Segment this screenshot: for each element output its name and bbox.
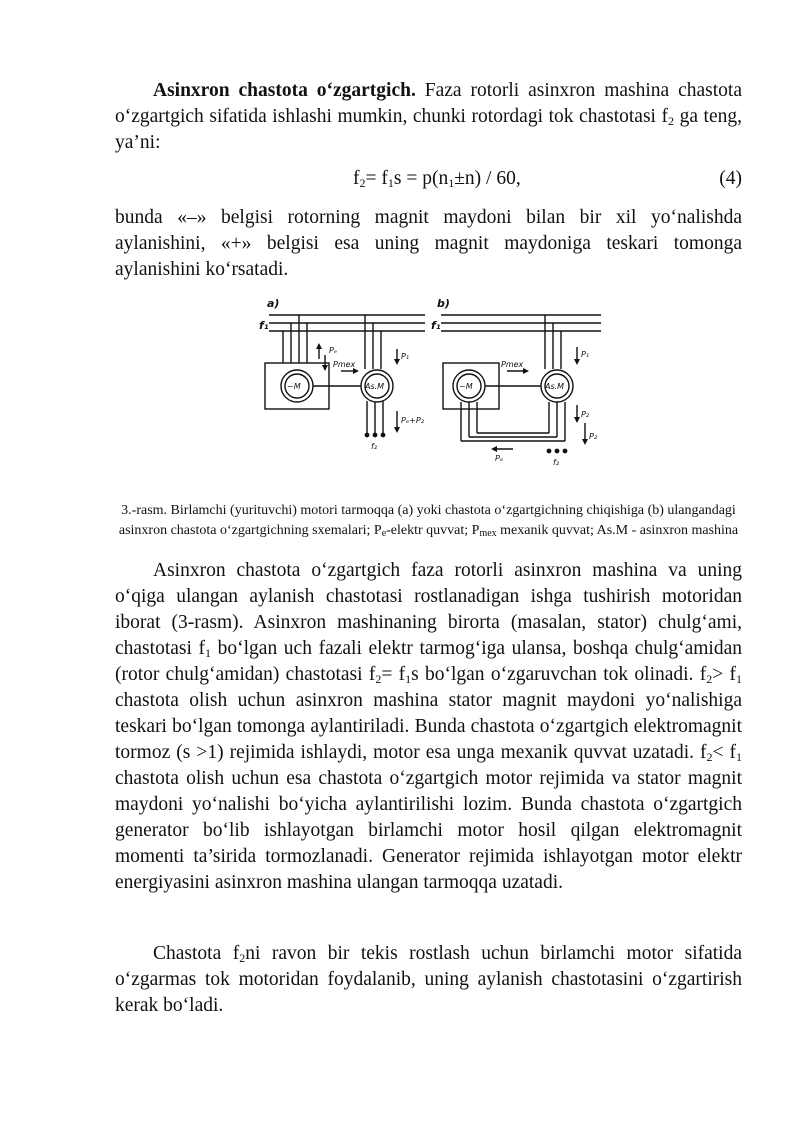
pmex-label-a: Pmex	[333, 360, 356, 369]
motor-label-b: ~M	[459, 382, 473, 391]
f2-label-a: f₂	[371, 442, 378, 451]
circuit-diagram-figure	[255, 293, 607, 473]
f1-label-a: f₁	[259, 319, 269, 332]
f1-label-b: f₁	[431, 319, 441, 332]
paragraph-regulation: Chastota $f_2ni$ ravon bir tekis rostlash uchun birlamchi motor sifatida oʻzgarmas tok motoridan foydalanib, uning aylanish chastotasini oʻzgartirish kerak boʻladi.	[115, 943, 742, 1016]
pe-label-b: Pₑ	[495, 454, 504, 463]
formula-4	[115, 166, 742, 192]
machine-label-a: As.M	[365, 382, 385, 391]
formula-expression: $f_2= f_1s = p(n_1\pm n) / 60$,	[353, 168, 521, 190]
figure-caption: 3.-rasm. Birlamchi (yurituvchi) motori tarmoqqa (a) yoki chastota oʻzgartgichning chiqishiga (b) ulangandagi asinxron chastota oʻzgartgichning sxemalari; $P_e$-elektr quvvat; $P_{mex}$ mexanik quvvat; As.M - asinxron mashina	[118, 503, 739, 539]
f2-label-b: f₂	[553, 458, 560, 467]
motor-label-a: ~M	[287, 382, 301, 391]
machine-label-b: As.M	[545, 382, 565, 391]
pn-label-b: P₂	[589, 432, 598, 441]
formula-number: (4)	[719, 168, 742, 189]
paragraph-intro: Asinxron chastota oʻzgartgich. Faza rotorli asinxron mashina chastota oʻzgartgich sifatida ishlashi mumkin, chunki rotordagi tok chastotasi $f_2$ ga teng, ya’ni:	[115, 80, 742, 153]
p1-label-b: P₁	[581, 350, 590, 359]
paragraph-description: Asinxron chastota oʻzgartgich faza rotorli asinxron mashina va uning oʻqiga ulangan aylanish chastotasi rostlanadigan ishga tushirish motoridan iborat (3-rasm). Asinxron mashinaning birorta (masalan, stator) chulgʻami, chastotasi $f_1$ boʻlgan uch fazali elektr tarmogʻiga ulansa, boshqa chulgʻamidan (rotor chulgʻamidan) chastotasi $f_2= f_1s$ boʻlgan oʻzgaruvchan tok olinadi. $f_2> f_1$ chastota olish uchun asinxron mashina stator magnit maydoni yoʻnalishiga teskari boʻlgan tomonga aylantiriladi. Bunda chastota oʻzgartgich elektromagnit tormoz (s >1) rejimida ishlaydi, motor esa unga mexanik quvvat uzatadi. $f_2< f_1$ chastota olish uchun esa chastota oʻzgartgich motor rejimida va stator magnit maydoni yoʻnalishi boʻyicha aylantirilishi lozim. Bunda chastota oʻzgartgich generator boʻlib ishlayotgan birlamchi motor hosil qilgan elektromagnit momenti ta’sirida tormozlanadi. Generator rejimida ishlayotgan motor elektr energiyasini asinxron mashina ulangan tarmoqqa uzatadi.	[115, 560, 743, 893]
paragraph-sign-explanation: bunda «–» belgisi rotorning magnit maydoni bilan bir xil yoʻnalishda aylanishini, «+» belgisi esa uning magnit maydoniga teskari tomonga aylanishini koʻrsatadi.	[115, 207, 742, 280]
figure-label-a: a)	[267, 297, 280, 310]
p1-label-a: P₁	[401, 352, 410, 361]
pmex-label-b: Pmex	[501, 360, 524, 369]
section-heading: Asinxron chastota oʻzgartgich.	[153, 80, 416, 101]
figure-label-b: b)	[437, 297, 450, 310]
pe-p2-label-a: Pₑ+P₂	[401, 416, 424, 425]
p2-label-b: P₂	[581, 410, 590, 419]
pe-label-a: Pₑ	[329, 346, 338, 355]
